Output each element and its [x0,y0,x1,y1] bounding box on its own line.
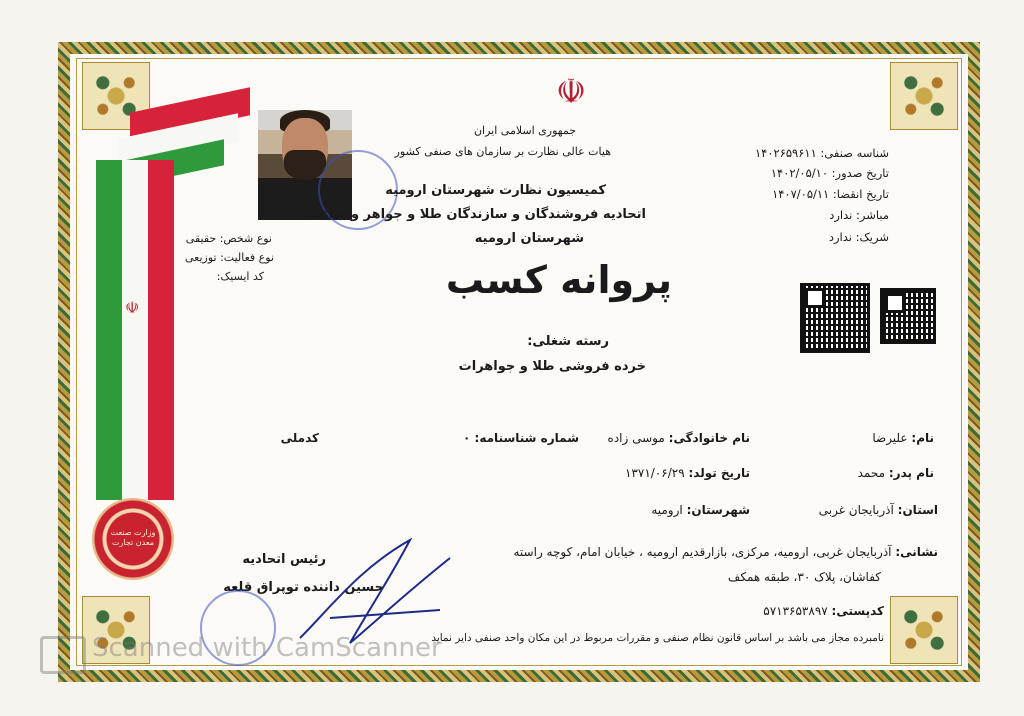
flag-ribbon-green [96,160,122,500]
union-title: اتحادیه فروشندگان و سازندگان طلا و جواهر و ساعت [306,207,646,222]
republic-title: جمهوری اسلامی ایران [473,124,576,137]
ministry-seal: وزارت صنعت معدن تجارت [92,498,174,580]
supervisor: مباشر: ندارد [829,208,889,222]
commission-title: کمیسیون نظارت شهرستان ارومیه [385,183,606,198]
postal-code: کدپستی: ۵۷۱۳۶۵۳۸۹۷ [763,604,884,618]
address-line-2: کفاشان، پلاک ۳۰، طبقه همکف [727,570,881,584]
page-title: پروانه کسب [445,258,672,302]
partner: شریک: ندارد [828,230,889,244]
expiry-date: تاریخ انقضا: ۱۴۰۷/۰۵/۱۱ [772,187,889,201]
union-city: شهرستان ارومیه [474,231,584,246]
national-code: کدملی [280,431,319,445]
holder-name [872,431,934,445]
corner-ornament-top-right [890,62,958,130]
iran-emblem-icon: ☫ [555,72,587,112]
holder-name-label: نام: [911,431,934,445]
qr-code-small [880,288,936,344]
signatory-name: حسین داننده توپراق قلعه [223,580,384,595]
signatory-role: رئیس اتحادیه [242,552,326,567]
holder-name-value: علیرضا [872,431,912,445]
scanner-watermark: Scanned with CamScanner [92,633,442,663]
category-value: خرده فروشی طلا و جواهرات [458,359,646,374]
camscanner-logo-icon [40,636,86,674]
person-type: نوع شخص: حقیقی [185,232,272,245]
isic-code: کد ایسیک: [216,270,264,283]
father-name: نام پدر: محمد [857,466,934,480]
flag-emblem-icon: ☫ [125,298,140,317]
board-title: هیات عالی نظارت بر سازمان های صنفی کشور [394,145,611,158]
flag-ribbon-white [122,160,148,500]
id-number: شماره شناسنامه: ۰ [463,431,579,445]
birth-date: تاریخ تولد: ۱۳۷۱/۰۶/۲۹ [624,466,750,480]
province: استان: آذربایجان غربی [818,503,938,517]
issue-date: تاریخ صدور: ۱۴۰۲/۰۵/۱۰ [770,166,889,180]
flag-ribbon-red [148,160,174,500]
address: نشانی: آذربایجان غربی، ارومیه، مرکزی، بازارقدیم ارومیه ، خیابان امام، کوچه راسته [513,545,938,559]
family-name: نام خانوادگی: موسی زاده [607,431,750,445]
category-label: رسته شغلی: [527,334,609,349]
qr-code-large [800,283,870,353]
corner-ornament-bottom-right [890,596,958,664]
activity-type: نوع فعالیت: توزیعی [185,251,274,264]
guild-id: شناسه صنفی: ۱۴۰۲۶۵۹۶۱۱ [754,146,889,160]
city: شهرستان: ارومیه [651,503,750,517]
footer-note: نامبرده مجاز می باشد بر اساس قانون نظام صنفی و مقررات مربوط در این مکان واحد صنفی دایر نماید [431,632,884,644]
